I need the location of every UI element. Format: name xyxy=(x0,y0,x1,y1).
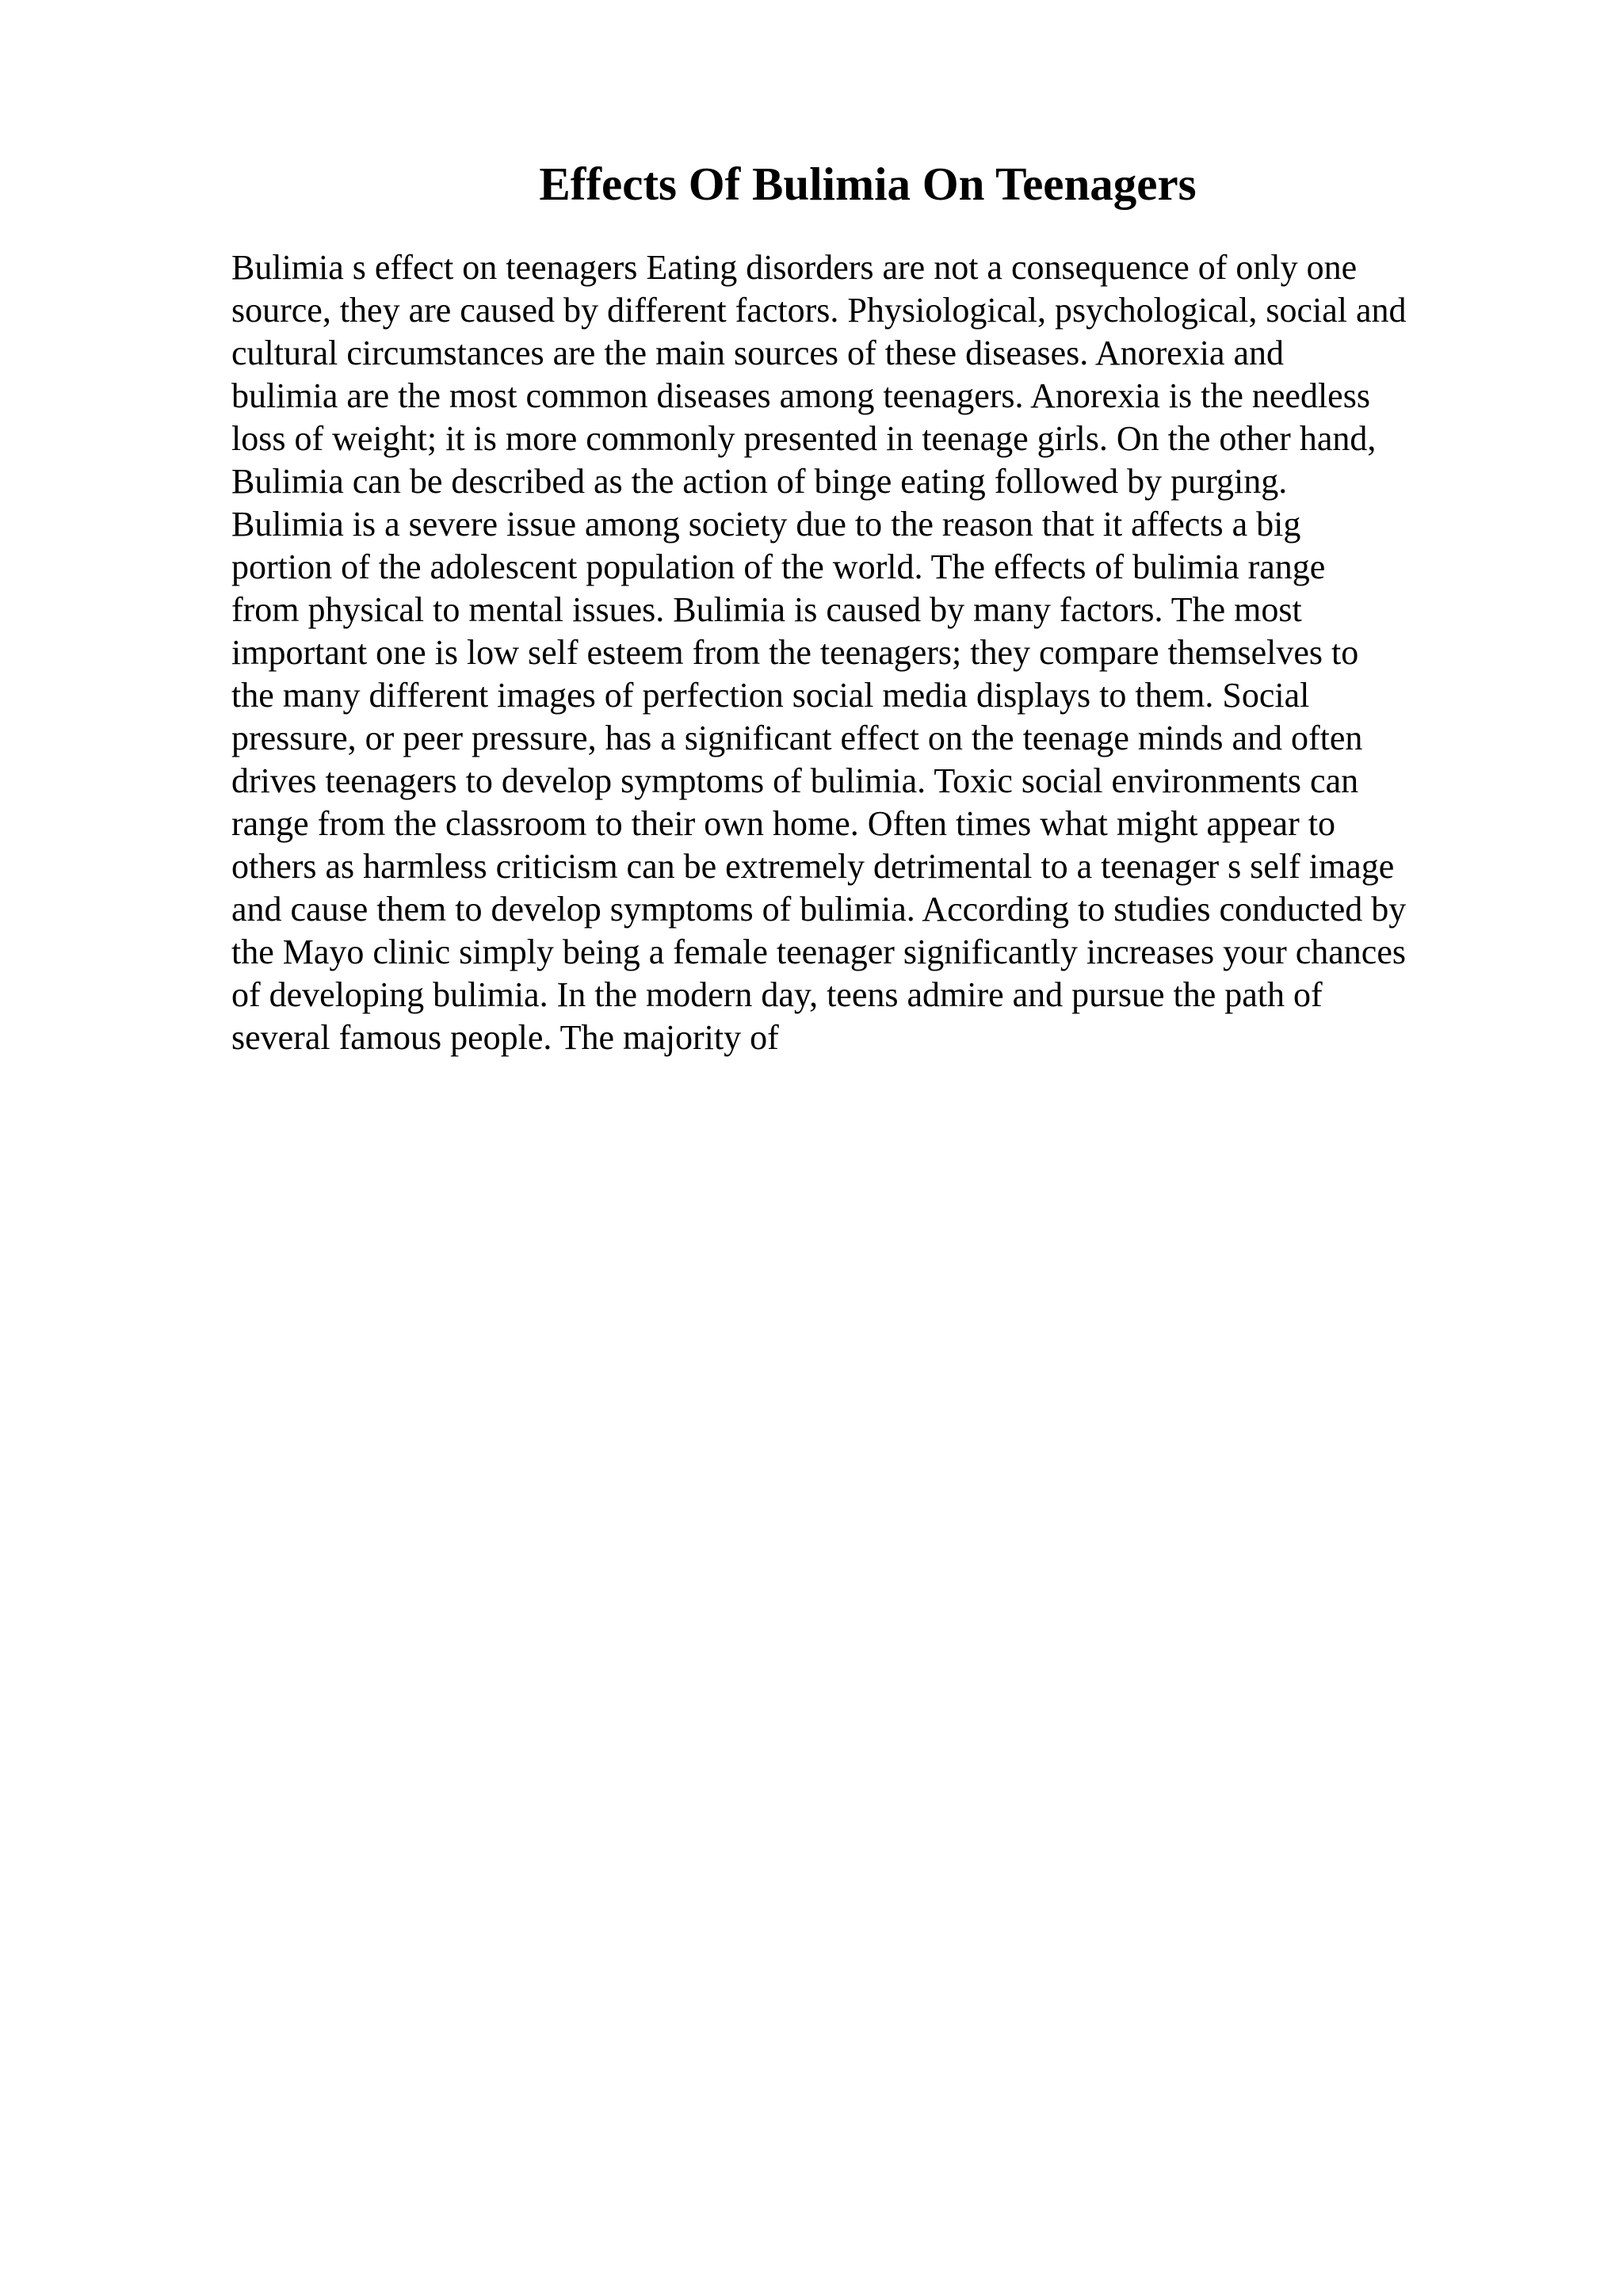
body-line: from physical to mental issues. Bulimia is caused by many factors. The most xyxy=(231,590,1302,629)
body-line: the Mayo clinic simply being a female teenager significantly increases your chances xyxy=(231,933,1406,971)
document-body xyxy=(231,246,1499,1059)
body-line: and cause them to develop symptoms of bulimia. According to studies conducted by xyxy=(231,890,1407,929)
body-line: the many different images of perfection social media displays to them. Social xyxy=(231,676,1310,715)
body-line: important one is low self esteem from the teenagers; they compare themselves to xyxy=(231,633,1359,672)
body-line: of developing bulimia. In the modern day, teens admire and pursue the path of xyxy=(231,975,1323,1014)
body-line: several famous people. The majority of xyxy=(231,1018,779,1057)
body-line: Bulimia s effect on teenagers Eating disorders are not a consequence of only one xyxy=(231,248,1358,287)
body-line: portion of the adolescent population of the world. The effects of bulimia range xyxy=(231,547,1326,586)
body-line: drives teenagers to develop symptoms of bulimia. Toxic social environments can xyxy=(231,761,1359,800)
body-line: Bulimia can be described as the action of binge eating followed by purging. xyxy=(231,462,1288,501)
body-line: Bulimia is a severe issue among society due to the reason that it affects a big xyxy=(231,505,1301,543)
body-line: source, they are caused by different factors. Physiological, psychological, social and xyxy=(231,291,1407,330)
document-title: Effects Of Bulimia On Teenagers xyxy=(539,158,1197,210)
body-line: cultural circumstances are the main sources of these diseases. Anorexia and xyxy=(231,334,1285,372)
body-line: loss of weight; it is more commonly presented in teenage girls. On the other hand, xyxy=(231,419,1377,458)
body-line: range from the classroom to their own home. Often times what might appear to xyxy=(231,804,1335,843)
body-line: pressure, or peer pressure, has a significant effect on the teenage minds and often xyxy=(231,719,1363,757)
body-line: bulimia are the most common diseases among teenagers. Anorexia is the needless xyxy=(231,376,1370,415)
body-line: others as harmless criticism can be extremely detrimental to a teenager s self image xyxy=(231,847,1395,886)
